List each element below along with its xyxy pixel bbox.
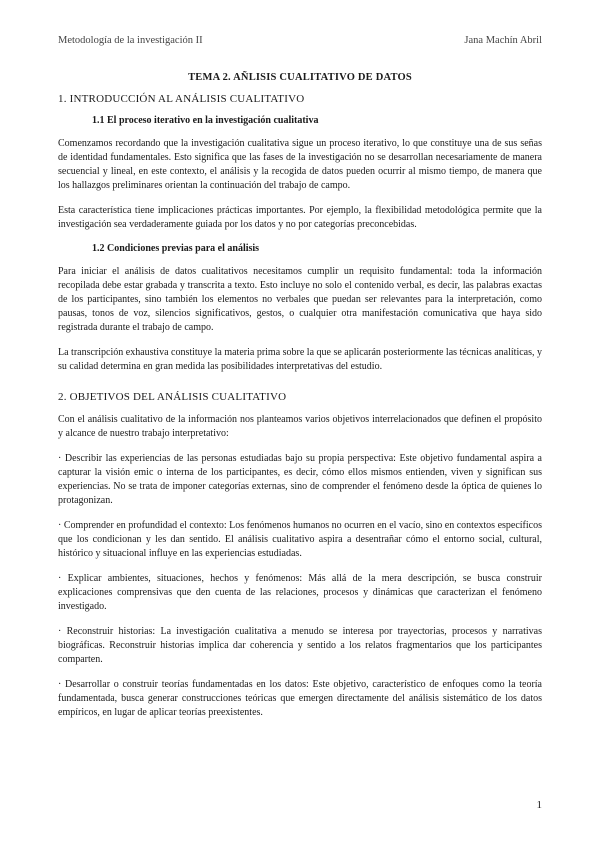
objective-item: · Comprender en profundidad el contexto: Los fenómenos humanos no ocurren en el vacío, sino en contextos específicos que los condicionan y les dan sentido. El análisis cualitativo aspira a desentrañar cómo el entorno social, cultural, histórico y situacional influye en las experiencias estudiadas. bbox=[58, 520, 542, 559]
paragraph: La transcripción exhaustiva constituye la materia prima sobre la que se aplicarán posteriormente las técnicas analíticas, y su calidad determina en gran medida las posibilidades interpretativas del estudio. bbox=[58, 347, 542, 372]
objective-item: · Reconstruir historias: La investigación cualitativa a menudo se interesa por trayectorias, procesos y narrativas biográficas. Reconstruir historias implica dar coherencia y sentido a los relatos fragmentarios que los participantes comparten. bbox=[58, 626, 542, 665]
subsection-heading-1-2: 1.2 Condiciones previas para el análisis bbox=[92, 243, 260, 254]
paragraph: Para iniciar el análisis de datos cualitativos necesitamos cumplir un requisito fundamental: toda la información recopilada debe estar grabada y transcrita a texto. Esto incluye no solo el contenido verbal, es decir, las palabras exactas de los participantes, sino también los elementos no verbales que puedan ser relevantes para la interpretación, como pausas, tonos de voz, silencios significativos, gestos, o cualquier otra manifestación comunicativa que haya sido registrada durante el trabajo de campo. bbox=[58, 266, 542, 333]
section-heading-2: 2. OBJETIVOS DEL ANÁLISIS CUALITATIVO bbox=[58, 391, 287, 403]
paragraph: Esta característica tiene implicaciones prácticas importantes. Por ejemplo, la flexibilidad metodológica permite que la investigación sea verdaderamente guiada por los datos y no por categorías preconcebidas. bbox=[58, 205, 542, 230]
document-body bbox=[58, 72, 542, 731]
paragraph: Comenzamos recordando que la investigación cualitativa sigue un proceso iterativo, lo que constituye una de sus señas de identidad fundamentales. Esto significa que las fases de la investigación no se desarrollan necesariamente de manera secuencial y lineal, en este contexto, el análisis y la recogida de datos pueden ocurrir al mismo tiempo, de manera que los hallazgos preliminares orientan la continuación del trabajo de campo. bbox=[58, 138, 542, 191]
objective-item: · Desarrollar o construir teorías fundamentadas en los datos: Este objetivo, característico de enfoques como la teoría fundamentada, busca generar construcciones teóricas que emergen directamente del análisis sistemático de los datos empíricos, en lugar de aplicar teorías preexistentes. bbox=[58, 679, 542, 718]
document-title: TEMA 2. AÑLISIS CUALITATIVO DE DATOS bbox=[188, 72, 412, 83]
objective-item: · Describir las experiencias de las personas estudiadas bajo su propia perspectiva: Este objetivo fundamental aspira a capturar la visión emic o interna de los participantes, es decir, cómo ellos mismos entienden, viven y significan sus experiencias. No se trata de imponer categorías externas, sino de comprender el fenómeno desde la óptica de quienes lo protagonizan. bbox=[58, 453, 542, 506]
section-heading-1: 1. INTRODUCCIÓN AL ANÁLISIS CUALITATIVO bbox=[58, 93, 305, 105]
page-number: 1 bbox=[536, 799, 542, 811]
objective-item: · Explicar ambientes, situaciones, hechos y fenómenos: Más allá de la mera descripción, se busca construir explicaciones comprensivas que den cuenta de las relaciones, procesos y dinámicas que caracterizan el fenómeno investigado. bbox=[58, 573, 542, 612]
paragraph: Con el análisis cualitativo de la información nos planteamos varios objetivos interrelacionados que definen el propósito y alcance de nuestro trabajo interpretativo: bbox=[58, 414, 542, 439]
header-author: Jana Machín Abril bbox=[464, 35, 542, 46]
header-course: Metodología de la investigación II bbox=[58, 35, 203, 46]
subsection-heading-1-1: 1.1 El proceso iterativo en la investigación cualitativa bbox=[92, 115, 319, 126]
